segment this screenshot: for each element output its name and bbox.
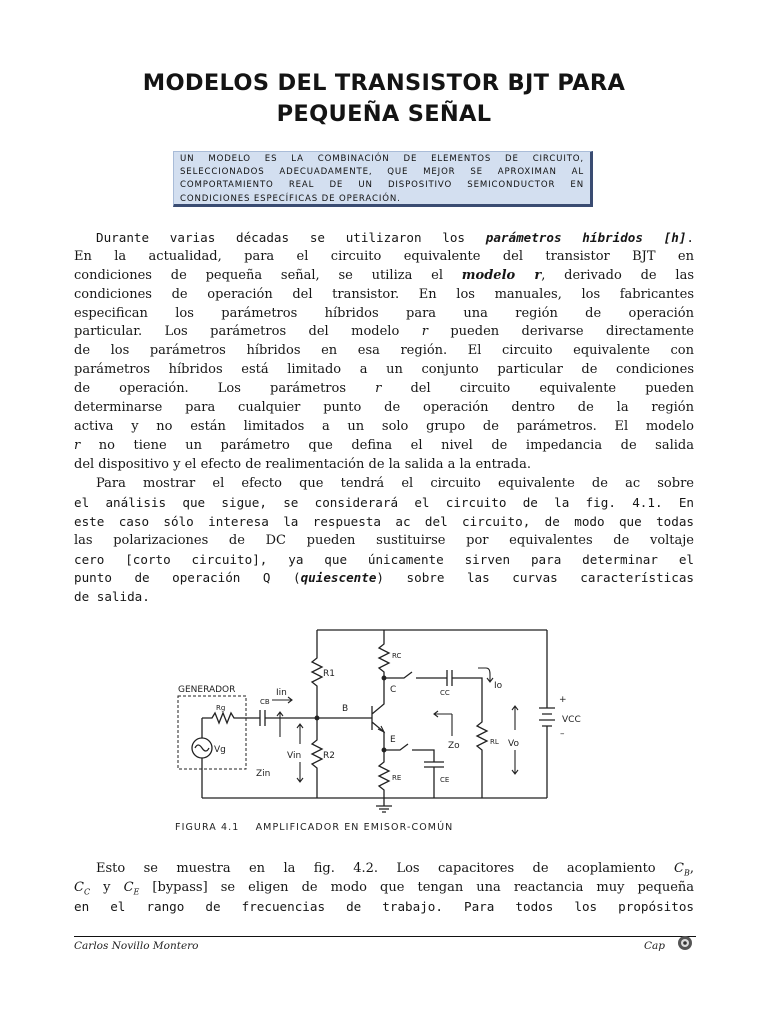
generator-box — [178, 696, 246, 769]
paragraph-line: punto de operación Q (quiescente) sobre las curvas características — [74, 570, 694, 586]
svg-text:–: – — [560, 729, 565, 739]
label-generador: GENERADOR — [178, 685, 236, 695]
paragraph-line: En la actualidad, para el circuito equivalente del transistor BJT en — [74, 248, 694, 264]
definition-line-1: UN MODELO ES LA COMBINACIÓN DE ELEMENTOS DE CIRCUITO, — [180, 154, 584, 164]
svg-text:Zin: Zin — [256, 769, 271, 779]
svg-text:Rg: Rg — [216, 704, 226, 712]
paragraph-line: parámetros híbridos está limitado a un conjunto particular de condiciones — [74, 362, 694, 378]
paragraph-line: condiciones de pequeña señal, se utiliza el modelo r, derivado de las — [74, 267, 694, 283]
paragraph-2 — [74, 475, 694, 607]
logo-icon — [676, 934, 694, 952]
paragraph-line: particular. Los parámetros del modelo r pueden derivarse directamente — [74, 324, 694, 340]
transistor-symbol — [372, 692, 384, 744]
r2-resistor — [312, 718, 322, 798]
svg-text:VCC: VCC — [562, 715, 581, 725]
paragraph-line: de salida. — [74, 589, 150, 605]
svg-text:+: + — [559, 695, 567, 705]
io-arrow — [478, 668, 493, 682]
svg-text:Vg: Vg — [214, 745, 226, 755]
paragraph-line: condiciones de operación del transistor. En los manuales, los fabricantes — [74, 286, 694, 302]
zin-arrow — [277, 712, 283, 737]
paragraph-line: cero [corto circuito], ya que únicamente sirven para determinar el — [74, 551, 694, 567]
svg-text:CB: CB — [260, 698, 270, 706]
definition-line-4: CONDICIONES ESPECÍFICAS DE OPERACIÓN. — [180, 193, 401, 204]
paragraph-line: Durante varias décadas se utilizaron los parámetros híbridos [h]. — [96, 230, 695, 245]
caption-number: FIGURA 4.1 — [175, 822, 240, 833]
footer-author: Carlos Novillo Montero — [74, 940, 199, 952]
paragraph-line: en el rango de frecuencias de trabajo. Para todos los propósitos — [74, 898, 694, 914]
sine-icon — [195, 745, 209, 751]
paragraph-line: las polarizaciones de DC pueden sustituirse por equivalentes de voltaje — [74, 532, 694, 548]
footer-page-label: Cap — [644, 940, 666, 952]
svg-text:R2: R2 — [323, 751, 335, 761]
page-title — [0, 68, 768, 130]
re-resistor — [379, 756, 389, 798]
rg-resistor — [202, 713, 246, 723]
cc-capacitor — [447, 670, 482, 692]
emphasis-quiescente: quiescente — [300, 570, 377, 586]
svg-text:RE: RE — [392, 774, 402, 782]
svg-text:RC: RC — [392, 652, 402, 660]
emphasis-model-r: modelo r — [461, 267, 542, 283]
paragraph-line: de los parámetros híbridos en esa región. El circuito equivalente con — [74, 343, 694, 359]
svg-text:Vo: Vo — [508, 739, 519, 749]
paragraph-line: de operación. Los parámetros r del circuito equivalente pueden — [74, 381, 694, 397]
svg-text:CC: CC — [440, 689, 450, 697]
paragraph-line: Esto se muestra en la fig. 4.2. Los capacitores de acoplamiento $C_B$, — [96, 861, 694, 878]
svg-text:C: C — [390, 685, 397, 695]
ground-icon — [376, 798, 392, 812]
r1-resistor — [312, 630, 322, 718]
paragraph-line: r no tiene un parámetro que defina el nivel de impedancia de salida — [74, 437, 694, 453]
figure-4-1-circuit — [172, 622, 598, 834]
svg-text:B: B — [342, 704, 349, 714]
footer-rule — [74, 936, 696, 937]
rc-resistor — [379, 630, 389, 692]
title-line-1: MODELOS DEL TRANSISTOR BJT PARA — [142, 70, 626, 96]
svg-text:Vin: Vin — [287, 751, 302, 761]
paragraph-line: Para mostrar el efecto que tendrá el circuito equivalente de ac sobre — [96, 476, 694, 491]
svg-text:RL: RL — [490, 738, 499, 746]
definition-line-3: COMPORTAMIENTO REAL DE UN DISPOSITIVO SEMICONDUCTOR EN — [180, 180, 584, 191]
common-emitter-amplifier-schematic — [172, 622, 598, 822]
definition-line-2: SELECCIONADOS ADECUADAMENTE, QUE MEJOR SE APROXIMAN AL — [180, 167, 584, 178]
e-switch — [384, 744, 434, 762]
paragraph-1 — [74, 229, 694, 475]
paragraph-line: activa y no están limitados a un solo grupo de parámetros. El modelo — [74, 418, 694, 434]
cb-capacitor — [246, 710, 317, 726]
paragraph-line: especifican los parámetros híbridos para una región de operación — [74, 305, 694, 321]
title-line-2: PEQUEÑA SEÑAL — [276, 101, 492, 127]
svg-text:CE: CE — [440, 776, 450, 784]
c-switch — [384, 672, 447, 678]
paragraph-3 — [74, 860, 694, 917]
svg-text:Io: Io — [494, 681, 503, 691]
paragraph-line: este caso sólo interesa la respuesta ac del circuito, de modo que todas — [74, 513, 694, 529]
emphasis-hybrid-params: parámetros híbridos [h] — [485, 230, 687, 245]
vcc-battery — [539, 630, 555, 798]
svg-text:R1: R1 — [323, 669, 335, 679]
caption-text: AMPLIFICADOR EN EMISOR-COMÚN — [255, 822, 454, 833]
paragraph-line: determinarse para cualquier punto de operación dentro de la región — [74, 400, 694, 416]
svg-text:E: E — [390, 735, 396, 745]
svg-text:Zo: Zo — [448, 741, 460, 751]
paragraph-line: del dispositivo y el efecto de realimentación de la salida a la entrada. — [74, 456, 532, 472]
svg-text:Iin: Iin — [276, 688, 287, 698]
paragraph-line: el análisis que sigue, se considerará el circuito de la fig. 4.1. En — [74, 494, 694, 510]
paragraph-line: $C_C$ y $C_E$ [bypass] se eligen de modo que tengan una reactancia muy pequeña — [74, 879, 695, 897]
figure-caption — [175, 822, 453, 833]
definition-box — [173, 151, 593, 207]
rl-resistor — [477, 692, 487, 798]
zo-arrow — [434, 711, 452, 736]
